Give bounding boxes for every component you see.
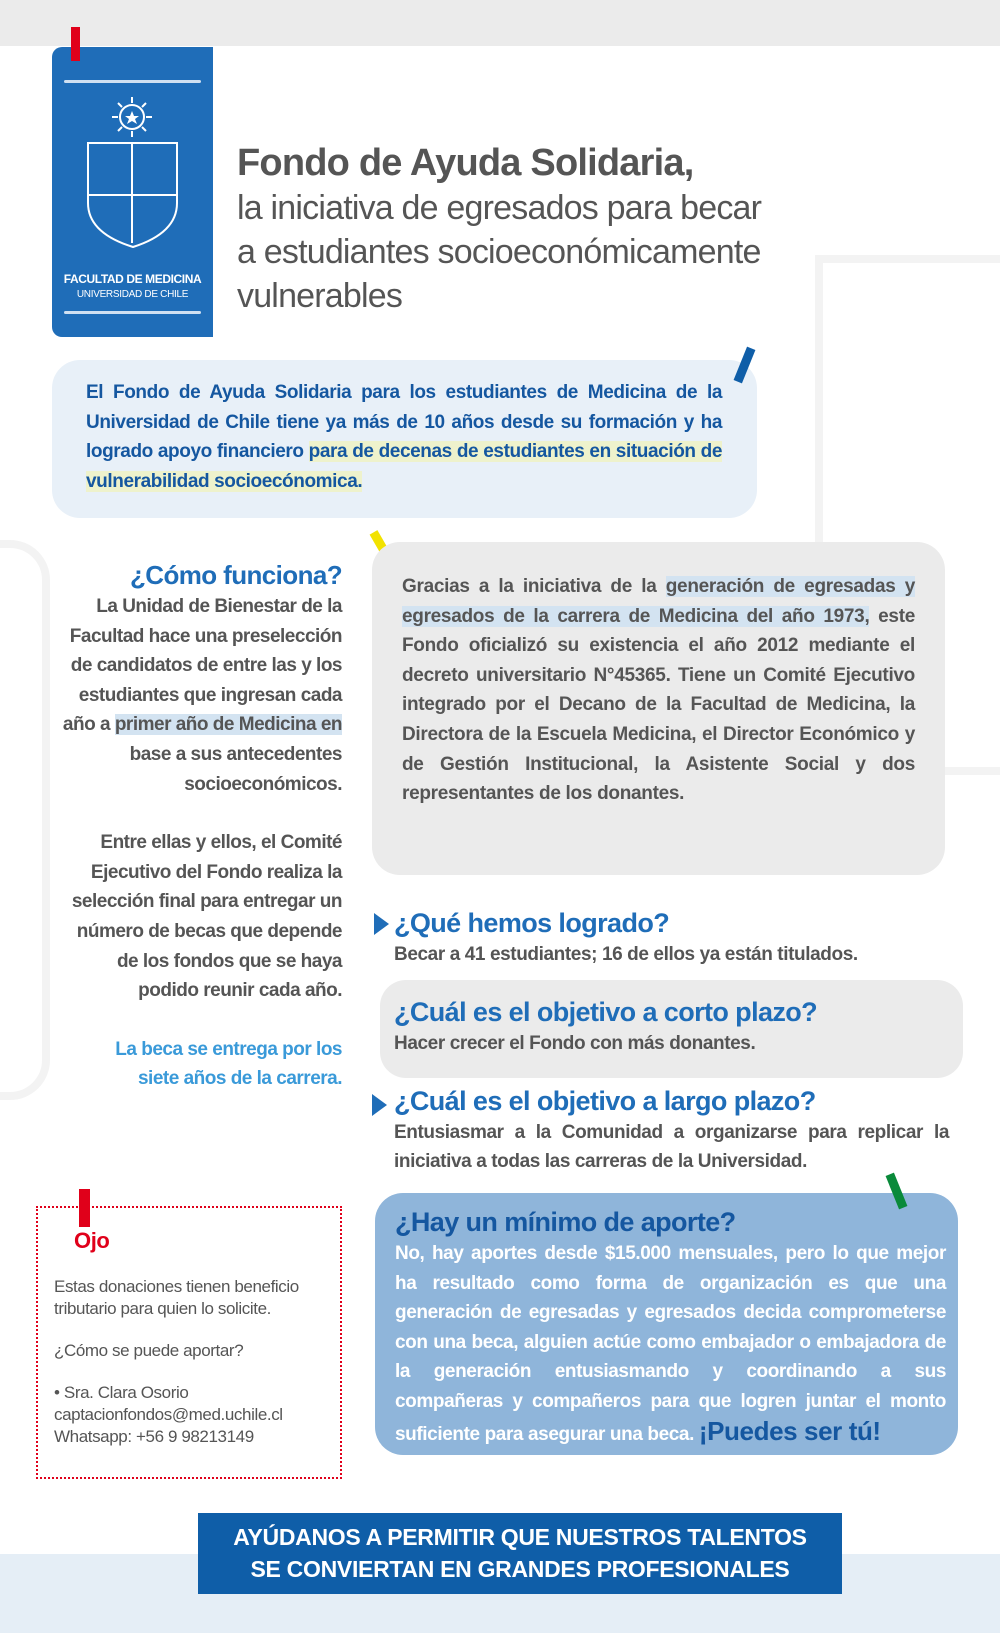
page-title: [237, 140, 797, 318]
faq-item: [394, 906, 949, 969]
faq-answer: Hacer crecer el Fondo con más donantes.: [394, 1033, 756, 1054]
triangle-bullet-icon: [374, 913, 389, 935]
contact-whatsapp: Whatsapp: +56 9 98213149: [54, 1427, 254, 1446]
history-highlight: generación de egresadas y egresados de la carrera de Medicina del año 1973,: [402, 576, 916, 627]
how-text: La Unidad de Bienestar de la Facultad hace una preselección de candidatos de entre las y los estudiantes que ingresan cada año a: [62, 596, 342, 736]
note-box: [36, 1206, 342, 1479]
faq-question: ¿Cuál es el objetivo a largo plazo?: [394, 1086, 816, 1116]
logo-faculty: FACULTAD DE MEDICINA: [63, 272, 202, 286]
how-it-works: [60, 558, 342, 1094]
faq-item: [394, 995, 949, 1058]
intro-box: [52, 360, 757, 518]
how-text: base a sus antecedentes socioeconómicos.: [129, 743, 342, 795]
faculty-logo: [52, 47, 213, 337]
minimum-answer: [395, 1239, 946, 1449]
how-paragraph-2: Entre ellas y ellos, el Comité Ejecutivo del Fondo realiza la selección final para entregar un número de becas que depende de los fondos que se haya podido reunir cada año.: [71, 832, 342, 1002]
how-paragraph-1: [60, 592, 342, 799]
red-tab: [71, 27, 80, 61]
faq-question: ¿Qué hemos logrado?: [394, 908, 670, 938]
triangle-bullet-icon: [372, 1094, 387, 1116]
top-band: [0, 0, 1000, 46]
faq-answer: Entusiasmar a la Comunidad a organizarse para replicar la iniciativa a todas las carreras de la Universidad.: [394, 1122, 949, 1172]
contact-email[interactable]: captacionfondos@med.uchile.cl: [54, 1405, 283, 1424]
how-paragraph-3: La beca se entrega por los siete años de la carrera.: [115, 1038, 342, 1090]
cta-banner: [198, 1513, 842, 1594]
minimum-question: ¿Hay un mínimo de aporte?: [395, 1207, 736, 1237]
note-title: Ojo: [74, 1228, 110, 1253]
subtitle-line: a estudiantes socioeconómicamente: [237, 233, 761, 271]
logo-university: UNIVERSIDAD DE CHILE: [76, 289, 189, 300]
subtitle-line: la iniciativa de egresados para becar: [237, 189, 762, 227]
intro-highlight: para de decenas de estudiantes en situación de vulnerabilidad socioecónomica.: [86, 441, 722, 492]
how-title: ¿Cómo funciona?: [130, 560, 342, 590]
minimum-cta: ¡Puedes ser tú!: [698, 1415, 881, 1446]
intro-text: El Fondo de Ayuda Solidaria para los estudiantes de Medicina de la Universidad de Chile tiene ya más de 10 años desde su formación y ha logrado apoyo financiero: [86, 382, 722, 462]
minimum-box: [375, 1193, 958, 1455]
minimum-text: No, hay aportes desde $15.000 mensuales, pero lo que mejor ha resultado como forma de organización es que una generación de egresadas y egresados decida comprometerse con una beca, alguien actúe como embajador o embajadora de la generación entusiasmando y coordinando a sus compañeras y compañeros para que logren juntar el monto suficiente para asegurar una beca.: [395, 1243, 946, 1445]
note-benefit: Estas donaciones tienen beneficio tributario para quien lo solicite.: [54, 1277, 299, 1318]
history-text: Gracias a la iniciativa de la: [402, 576, 666, 597]
faq-item: [394, 1084, 949, 1176]
note-how: ¿Cómo se puede aportar?: [54, 1341, 244, 1360]
red-tab: [79, 1189, 90, 1227]
subtitle-line: vulnerables: [237, 277, 403, 315]
history-text: este Fondo oficializó su existencia el año 2012 mediante el decreto universitario N°45365. Tiene un Comité Ejecutivo integrado por el Decano de la Facultad de Medicina, la Directora de la Escuela Medicina, el Director Económico y de Gestión Institucional, la Asistente Social y dos representantes de los donantes.: [402, 605, 915, 805]
faq-question: ¿Cuál es el objetivo a corto plazo?: [394, 997, 818, 1027]
banner-line: AYÚDANOS A PERMITIR QUE NUESTROS TALENTOS: [233, 1524, 807, 1550]
faq-answer: Becar a 41 estudiantes; 16 de ellos ya están titulados.: [394, 944, 858, 965]
crest-watermark-left: [0, 540, 50, 1100]
contact-name: • Sra. Clara Osorio: [54, 1383, 189, 1402]
banner-line: SE CONVIERTAN EN GRANDES PROFESIONALES: [250, 1556, 790, 1582]
how-highlight: primer año de Medicina en: [114, 714, 342, 736]
crest-icon: [80, 95, 185, 250]
title: Fondo de Ayuda Solidaria,: [237, 142, 694, 184]
history-box: [372, 542, 945, 875]
